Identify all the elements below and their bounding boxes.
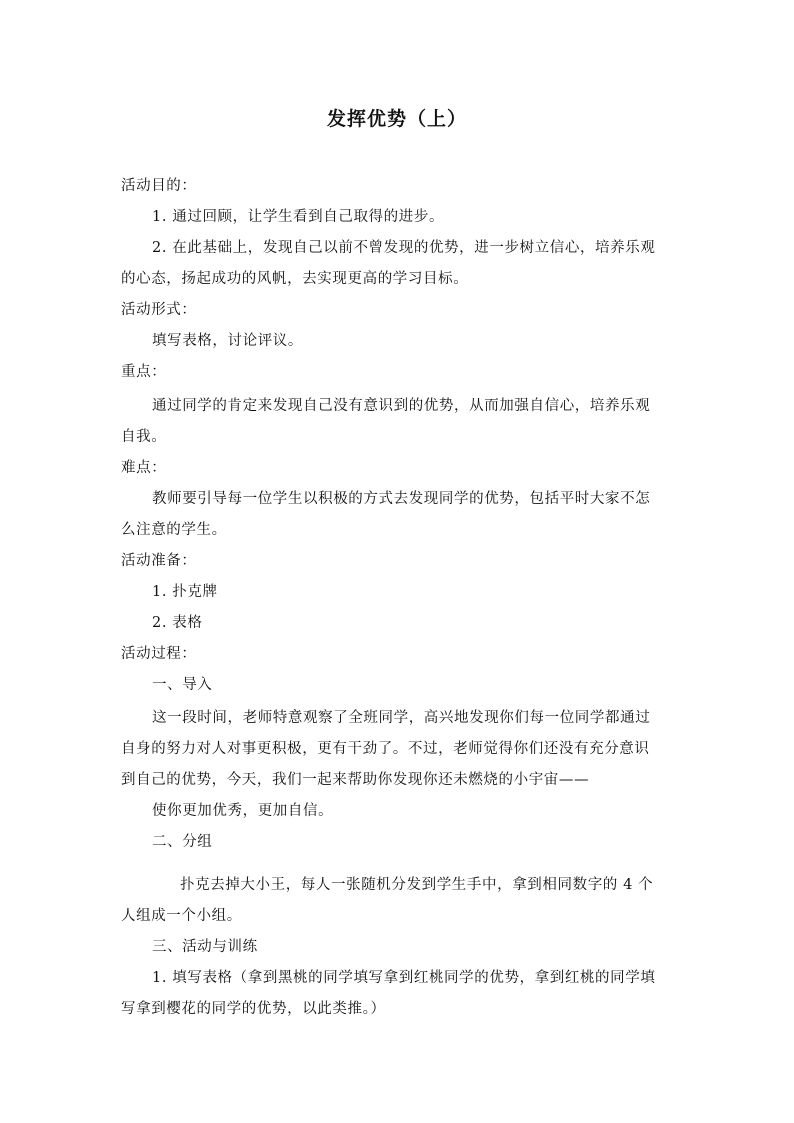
process-section-2-heading: 二、分组 bbox=[152, 834, 213, 850]
intro-paragraph-line-2: 自身的努力对人对事更积极，更有干劲了。不过，老师觉得你们还没有充分意识 bbox=[121, 741, 650, 757]
document-title: 发挥优势（上） bbox=[326, 108, 467, 130]
heading-process: 活动过程： bbox=[121, 646, 197, 662]
heading-activity-goal: 活动目的： bbox=[121, 178, 197, 194]
intro-paragraph-line-4: 使你更加优秀，更加自信。 bbox=[152, 803, 334, 819]
preparation-item-1: 1. 扑克牌 bbox=[152, 584, 218, 600]
grouping-paragraph-line-1: 扑克去掉大小王，每人一张随机分发到学生手中，拿到相同数字的 4 个 bbox=[180, 877, 654, 893]
difficulty-text-continued: 么注意的学生。 bbox=[121, 522, 227, 538]
heading-preparation: 活动准备： bbox=[121, 553, 197, 569]
heading-activity-form: 活动形式： bbox=[121, 302, 197, 318]
intro-paragraph-line-3: 到自己的优势，今天，我们一起来帮助你发现你还未燃烧的小宇宙—— bbox=[121, 772, 590, 788]
activity-form-text: 填写表格，讨论评议。 bbox=[152, 333, 303, 349]
process-section-1-heading: 一、导入 bbox=[152, 677, 213, 693]
intro-paragraph-line-1: 这一段时间，老师特意观察了全班同学，高兴地发现你们每一位同学都通过 bbox=[152, 710, 651, 726]
preparation-item-2: 2. 表格 bbox=[152, 615, 203, 631]
difficulty-text: 教师要引导每一位学生以积极的方式去发现同学的优势，包括平时大家不怎 bbox=[152, 491, 651, 507]
key-point-text-continued: 自我。 bbox=[121, 429, 167, 445]
training-item-1-line-1: 1. 填写表格（拿到黑桃的同学填写拿到红桃同学的优势，拿到红桃的同学填 bbox=[152, 970, 656, 986]
heading-difficulty: 难点： bbox=[121, 460, 167, 476]
training-item-1-line-2: 写拿到樱花的同学的优势，以此类推。） bbox=[121, 1001, 386, 1017]
goal-item-1: 1. 通过回顾，让学生看到自己取得的进步。 bbox=[152, 209, 445, 225]
key-point-text: 通过同学的肯定来发现自己没有意识到的优势，从而加强自信心，培养乐观 bbox=[152, 398, 651, 414]
goal-item-2: 2. 在此基础上，发现自己以前不曾发现的优势，进一步树立信心，培养乐观 bbox=[152, 240, 656, 256]
heading-key-point: 重点： bbox=[121, 364, 167, 380]
grouping-paragraph-line-2: 人组成一个小组。 bbox=[121, 908, 242, 924]
process-section-3-heading: 三、活动与训练 bbox=[152, 939, 258, 955]
goal-item-2-continued: 的心态，扬起成功的风帆，去实现更高的学习目标。 bbox=[121, 271, 469, 287]
